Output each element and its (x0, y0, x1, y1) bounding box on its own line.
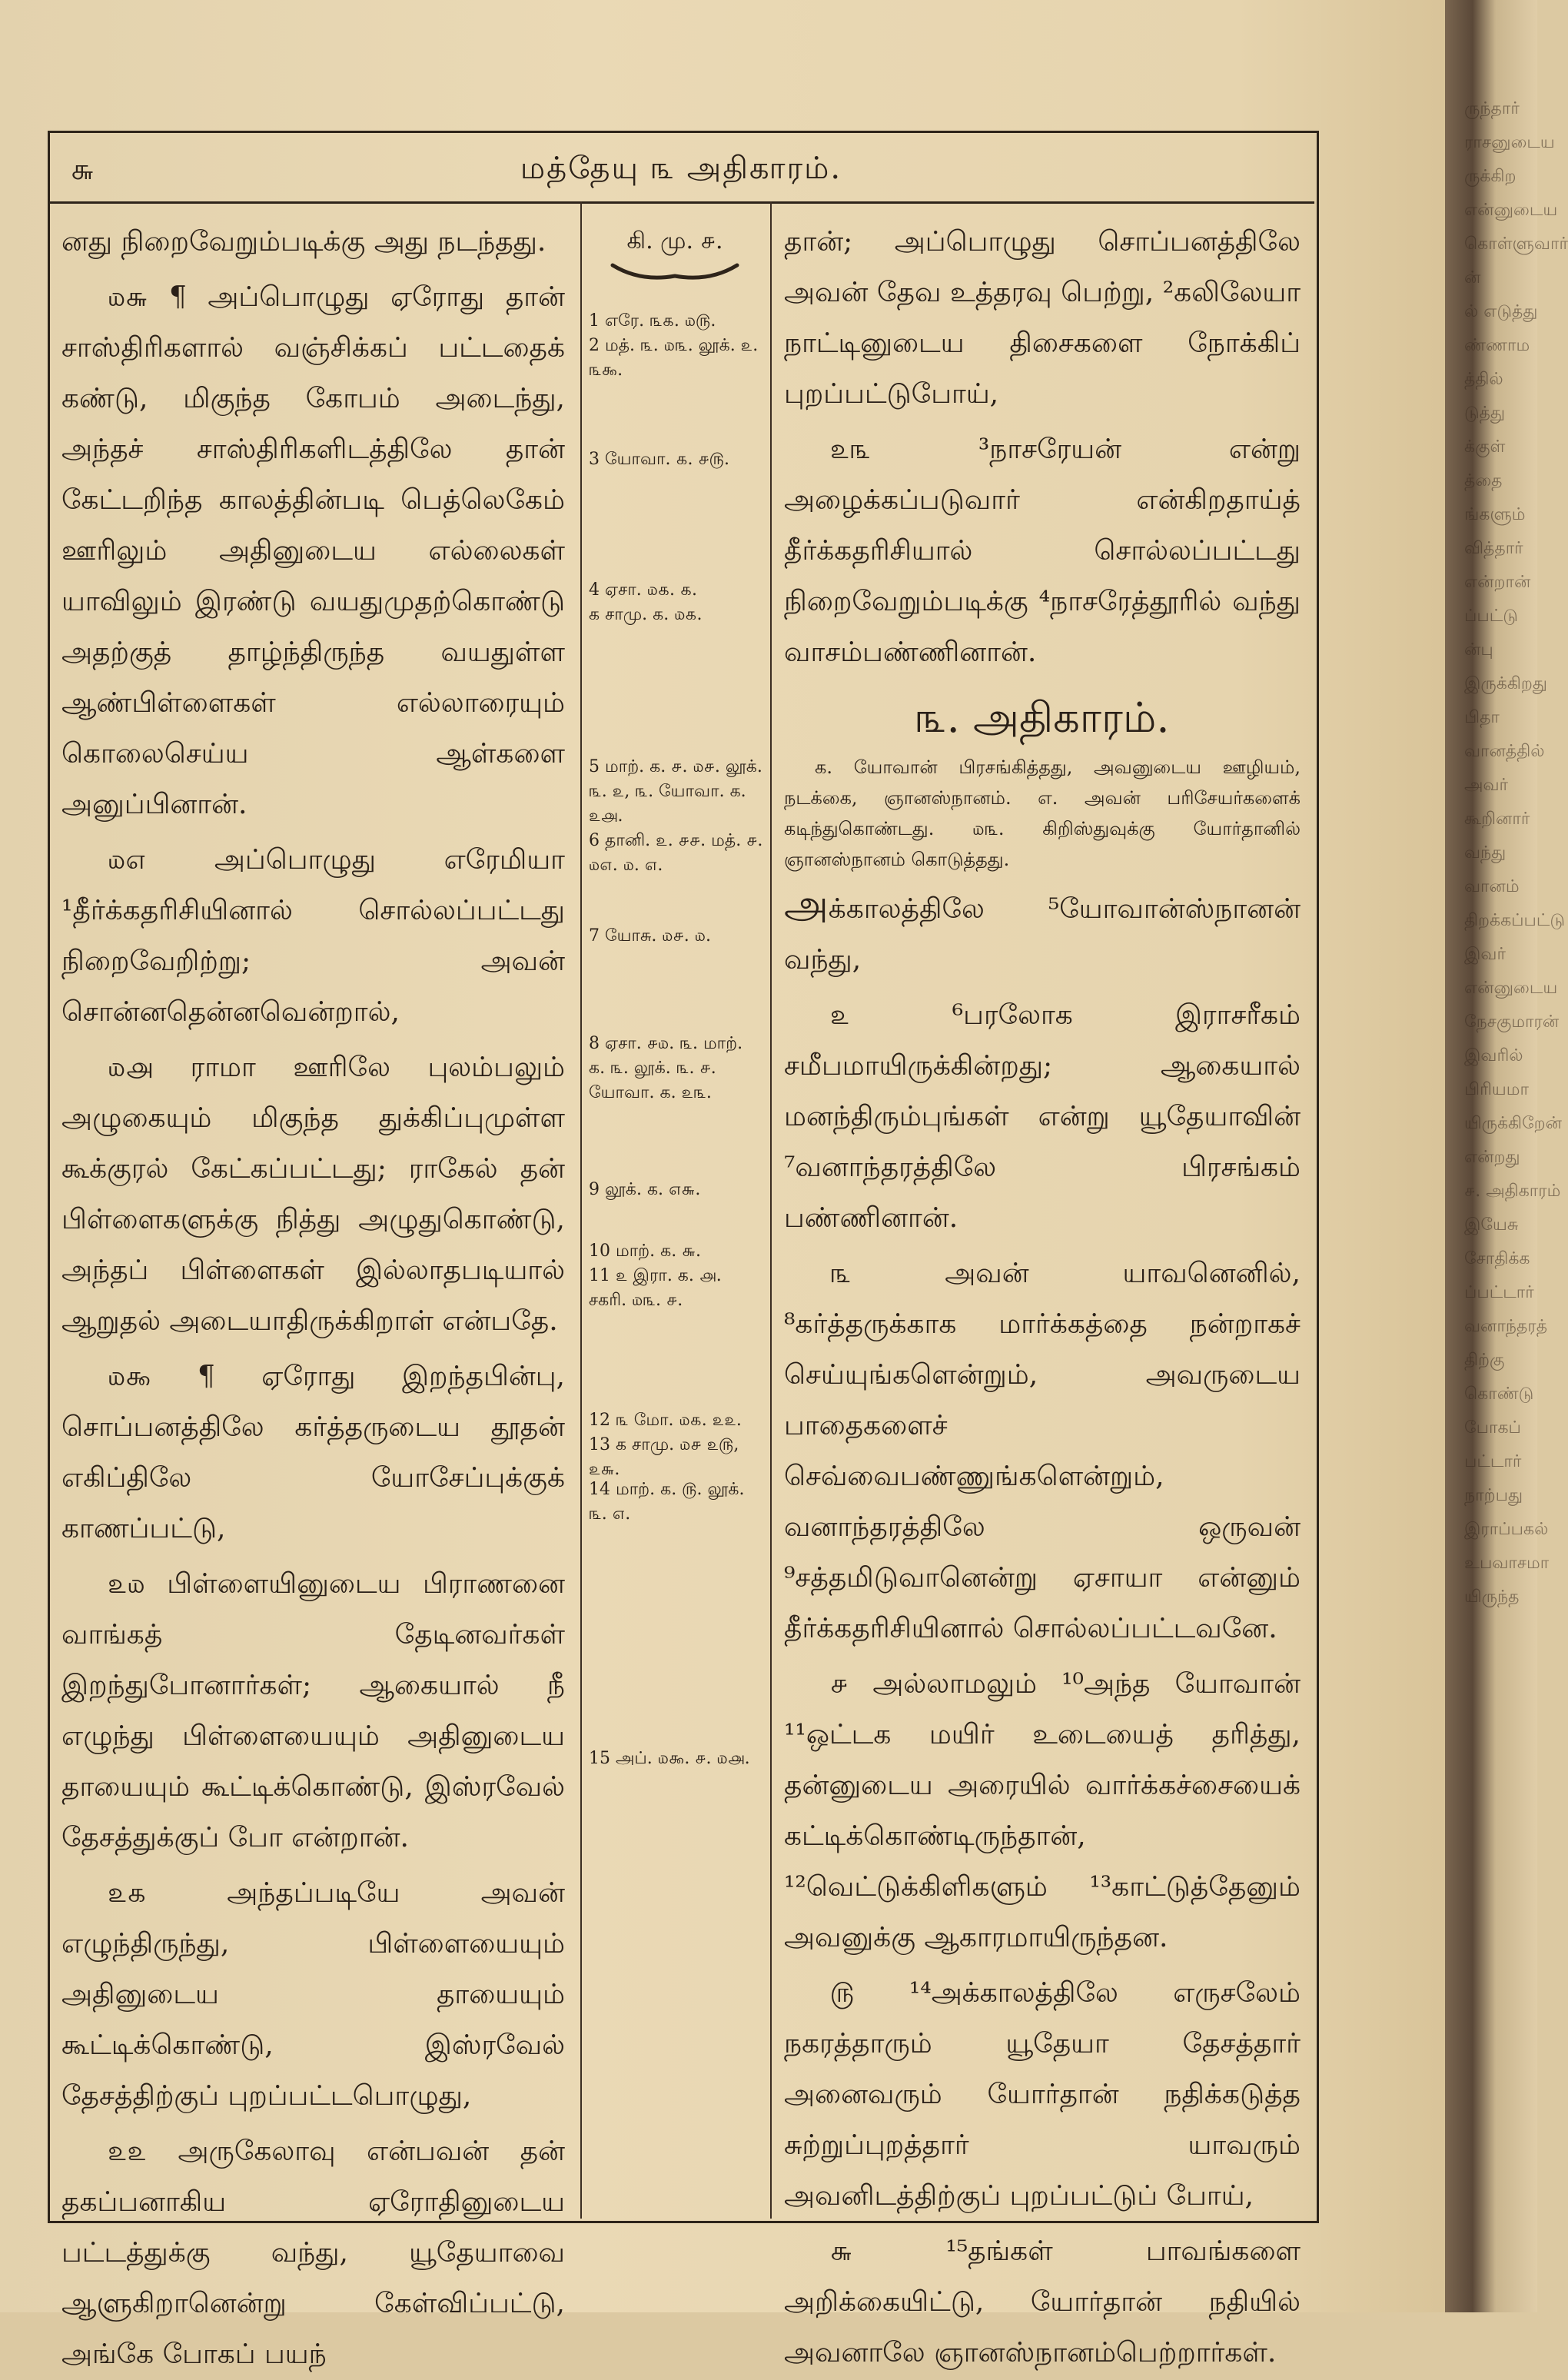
verse-paragraph (784, 1248, 1301, 1654)
facing-page-fragment: உபவாசமா (1464, 1554, 1550, 1573)
facing-page-fragment: யிருந்த (1464, 1587, 1520, 1607)
verse-text: ³நாசரேயன் என்று அழைக்கப்படுவார் என்கிறதாய்த் தீர்க்கதரிசியால் சொல்லப்பட்டது நிறைவேறும்படிக்கு ⁴நாசரேத்தூரில் வந்து வாசம்பண்ணினான். (784, 434, 1301, 668)
verse-paragraph (784, 879, 1301, 986)
verse-text: ¶ அப்பொழுது ஏரோது தான் சாஸ்திரிகளால் வஞ்சிக்கப் பட்டதைக் கண்டு, மிகுந்த கோபம் அடைந்து, அந்தச் சாஸ்திரிகளிடத்திலே தான் கேட்டறிந்த காலத்தின்படி பெத்லெகேம் ஊரிலும் அதினுடைய எல்லைகள் யாவிலும் இரண்டு வயதுமுதற்கொண்டு அதற்குத் தாழ்ந்திருந்த வயதுள்ள ஆண்பிள்ளைகள் எல்லாரையும் கொலைசெய்ய ஆள்களை அனுப்பினான். (61, 281, 566, 820)
left-text-column (61, 217, 566, 2370)
facing-page-fragment: இவரில் (1464, 1046, 1523, 1065)
cross-reference: 9 லூக். க. ௭௬. (589, 1180, 701, 1199)
facing-page-fragment: வானம் (1464, 877, 1520, 896)
cross-reference: 10 மாற். க. ௬. 11 ௨ இரா. க. ௮. சகரி. ௰௩. ௪. (589, 1242, 722, 1310)
facing-page-fragment: பிரியமா (1464, 1080, 1529, 1099)
verse-text: க்காலத்திலே ⁵யோவான்ஸ்நானன் வந்து, (784, 893, 1301, 976)
verse-text: அந்தப்படியே அவன் எழுந்திருந்து, பிள்ளையையும் அதினுடைய தாயையும் கூட்டிக்கொண்டு, இஸ்ரவேல் தேசத்திற்குப் புறப்பட்டபொழுது, (61, 1877, 566, 2112)
cross-reference-column (583, 217, 767, 2208)
facing-page-fragment: ௪. அதிகாரம் (1464, 1182, 1561, 1201)
facing-page-fragment: ண்ணாம (1464, 336, 1530, 355)
facing-page-fragment: பிதா (1464, 708, 1500, 727)
facing-page-fragment: ன் (1464, 268, 1481, 288)
facing-page-fragment: திறக்கப்பட்டு (1464, 911, 1566, 930)
facing-page-fragment: யிருக்கிறேன் (1464, 1114, 1562, 1133)
facing-page-fragment: க்குள் (1464, 437, 1506, 457)
verse-text: ⁶பரலோக இராசரீகம் சமீபமாயிருக்கின்றது; ஆகையால் மனந்திரும்புங்கள் என்று யூதேயாவின் ⁷வனாந்தரத்திலே பிரசங்கம் பண்ணினான். (784, 999, 1301, 1234)
facing-page-fragment: அவர் (1464, 776, 1508, 795)
verse-paragraph (61, 217, 565, 268)
facing-page-fragment: வித்தார் (1464, 539, 1523, 558)
facing-page-fragment: டுத்து (1464, 404, 1506, 423)
verse-paragraph (784, 2226, 1301, 2378)
verse-number: ௪ (830, 1668, 873, 1700)
verse-number: ௰௯ (108, 1361, 198, 1392)
facing-page-fragment: என்னுடைய (1464, 979, 1558, 998)
verse-text: னது நிறைவேறும்படிக்கு அது நடந்தது. (61, 226, 546, 258)
facing-page-fragment: திற்கு (1464, 1351, 1505, 1370)
facing-page-fragment: த்தில் (1464, 370, 1503, 389)
page-title: மத்தேயு ௩ அதிகாரம். (520, 151, 842, 186)
cross-reference: 12 ௩ மோ. ௰௧. ௨௨. 13 க சாமு. ௰௪ ௨௫, ௨௬. (589, 1411, 742, 1479)
facing-page-fragment: சோதிக்க (1464, 1249, 1530, 1268)
verse-text: பிள்ளையினுடைய பிராணனை வாங்கத் தேடினவர்கள் இறந்துபோனார்கள்; ஆகையால் நீ எழுந்து பிள்ளையையும் அதினுடைய தாயையும் கூட்டிக்கொண்டு, இஸ்ரவேல் தேசத்துக்குப் போ என்றான். (61, 1568, 565, 1853)
chapter-summary: க. யோவான் பிரசங்கித்தது, அவனுடைய ஊழியம், நடக்கை, ஞானஸ்நானம். எ. அவன் பரிசேயர்களைக் கடிந்துகொண்டது. ௰௩. கிறிஸ்துவுக்கு யோர்தானில் ஞானஸ்நானம் கொடுத்தது. (784, 756, 1301, 870)
verse-text: அப்பொழுது எரேமியா ¹தீர்க்கதரிசியினால் சொல்லப்பட்டது நிறைவேறிற்று; அவன் சொன்னதென்னவென்றால், (61, 844, 565, 1028)
verse-number: ௰௬ (108, 281, 169, 313)
facing-page-fragment: ன்பு (1464, 640, 1493, 660)
facing-page-fragment: கொள்ளுவார் (1464, 234, 1568, 254)
verse-number: ௨௰ (108, 1568, 168, 1600)
facing-page-edge (1464, 92, 1568, 2306)
facing-page-fragment: இயேசு (1464, 1215, 1519, 1235)
verse-paragraph (784, 990, 1301, 1244)
cross-reference: 7 யோசு. ௰௪. ௰. (589, 926, 711, 946)
column-rule-left (580, 201, 582, 2219)
facing-page-fragment: ப்பட்டார் (1464, 1283, 1534, 1302)
verse-text: அவன் யாவனெனில், ⁸கர்த்தருக்காக மார்க்கத்தை நன்றாகச் செய்யுங்களென்றும், அவருடைய பாதைகளைச் செவ்வைபண்ணுங்களென்றும், வனாந்தரத்திலே ஒருவன் ⁹சத்தமிடுவானென்று ஏசாயா என்னும் தீர்க்கதரிசியினால் சொல்லப்பட்டவனே. (784, 1258, 1301, 1644)
column-rule-right (770, 201, 772, 2219)
facing-page-fragment: பட்டார் (1464, 1452, 1522, 1471)
verse-paragraph (61, 2126, 565, 2380)
cross-reference: 14 மாற். க. ௫. லூக். ௩. ௭. (589, 1480, 745, 1524)
cross-reference: 8 ஏசா. ௪௰. ௩. மாற். க. ௩. லூக். ௩. ௪. யோவா. க. ௨௩. (589, 1034, 743, 1102)
right-text-column (784, 217, 1301, 2368)
verse-paragraph (61, 1868, 565, 2122)
verse-number: ௨ (830, 999, 952, 1031)
verse-number: ௨௩ (830, 434, 871, 465)
facing-page-fragment: என்னுடைய (1464, 201, 1558, 220)
verse-paragraph (784, 1968, 1301, 2222)
verse-number: ௨௨ (108, 2136, 178, 2167)
verse-text: ¹⁵தங்கள் பாவங்களை அறிக்கையிட்டு, யோர்தான் நதியில் அவனாலே ஞானஸ்நானம்பெற்றார்கள். (784, 2235, 1301, 2368)
reference-column-heading: கி. மு. ௪. (626, 228, 723, 254)
cross-reference: 1 எரே. ௩௧. ௰௫. 2 மத். ௩. ௰௩. லூக். ௨. ௩௯. (589, 311, 759, 380)
facing-page-fragment: வந்து (1464, 843, 1507, 863)
facing-page-fragment: ராசனுடைய (1464, 133, 1555, 152)
verse-paragraph (61, 1351, 565, 1554)
verse-23 (784, 424, 1301, 678)
chapter-verses (784, 879, 1301, 2378)
facing-page-fragment: ருக்கிற (1464, 167, 1517, 186)
verse-number: ௩ (830, 1258, 945, 1289)
verse-text: அருகேலாவு என்பவன் தன் தகப்பனாகிய ஏரோதினுடைய பட்டத்துக்கு வந்து, யூதேயாவை ஆளுகிறானென்று கேள்விப்பட்டு, அங்கே போகப் பயந் (61, 2136, 566, 2370)
verse-text: ராமா ஊரிலே புலம்பலும் அழுகையும் மிகுந்த துக்கிப்புமுள்ள கூக்குரல் கேட்கப்பட்டது; ராகேல் தன் பிள்ளைகளுக்கு நித்து அழுதுகொண்டு, அந்தப் பிள்ளைகள் இல்லாதபடியால் ஆறுதல் அடையாதிருக்கிறாள் என்பதே. (61, 1052, 565, 1337)
verse-paragraph (61, 1042, 565, 1347)
facing-page-fragment: என்றான் (1464, 573, 1531, 592)
drop-cap: அ (784, 882, 829, 928)
verse-number: ௰௮ (108, 1052, 191, 1083)
facing-page-fragment: கூறினார் (1464, 809, 1530, 829)
cross-reference: 5 மாற். க. ௪. ௰௪. லூக். ௩. ௨, ௩. யோவா. க. ௨௮. 6 தானி. ௨. ௪௪. மத். ௪. ௰௭. ௰. ௭. (589, 757, 763, 875)
ornament-swash (610, 262, 740, 284)
cross-reference: 15 அப். ௰௯. ௪. ௰௮. (589, 1749, 750, 1768)
cross-reference: 4 ஏசா. ௰௧. ௧. க சாமு. க. ௰௧. (589, 580, 703, 624)
facing-page-fragment: இவர் (1464, 945, 1506, 964)
verse-text: ¹⁴அக்காலத்திலே எருசலேம் நகரத்தாரும் யூதேயா தேசத்தார் அனைவரும் யோர்தான் நதிக்கடுத்த சுற்றுப்புறத்தார் யாவரும் அவனிடத்திற்குப் புறப்பட்டுப் போய், (784, 1977, 1301, 2212)
facing-page-fragment: ருந்தார் (1464, 99, 1520, 118)
verse-number: ௬ (830, 2235, 946, 2267)
verse-paragraph (784, 1659, 1301, 1963)
facing-page-fragment: இருக்கிறது (1464, 674, 1547, 693)
facing-page-fragment: என்றது (1464, 1148, 1520, 1167)
facing-page-fragment: கொண்டு (1464, 1384, 1534, 1404)
verse-number: ௰௭ (108, 844, 214, 876)
verse-text: ¶ ஏரோது இறந்தபின்பு, சொப்பனத்திலே கர்த்தருடைய தூதன் எகிப்திலே யோசேப்புக்குக் காணப்பட்டு, (61, 1361, 565, 1544)
facing-page-fragment: இராப்பகல் (1464, 1520, 1549, 1539)
verse-number: ௨௧ (108, 1877, 228, 1909)
facing-page-fragment: நாற்பது (1464, 1486, 1523, 1505)
facing-page-fragment: ங்களும் (1464, 505, 1526, 524)
cross-reference: 3 யோவா. ௧. ௪௫. (589, 450, 730, 469)
page-number: ௬ (71, 152, 95, 186)
verse-text: அல்லாமலும் ¹⁰அந்த யோவான் ¹¹ஒட்டக மயிர் உடையைத் தரித்து, தன்னுடைய அரையில் வார்க்கச்சையைக் கட்டிக்கொண்டிருந்தான், ¹²வெட்டுக்கிளிகளும் ¹³காட்டுத்தேனும் அவனுக்கு ஆகாரமாயிருந்தன. (784, 1668, 1301, 1953)
facing-page-fragment: வனாந்தரத் (1464, 1317, 1548, 1336)
verse-continuation: தான்; அப்பொழுது சொப்பனத்திலே அவன் தேவ உத்தரவு பெற்று, ²கலிலேயா நாட்டினுடைய திசைகளை நோக்கிப் புறப்பட்டுபோய், (784, 226, 1301, 410)
running-header (48, 131, 1314, 204)
facing-page-fragment: போகப் (1464, 1418, 1521, 1438)
chapter-heading: ௩. அதிகாரம். (915, 693, 1170, 742)
facing-page-fragment: ல் எடுத்து (1464, 302, 1538, 321)
facing-page-fragment: ப்பட்டு (1464, 607, 1518, 626)
verse-paragraph (61, 1559, 565, 1863)
verse-paragraph (61, 835, 565, 1038)
verse-number: ௫ (830, 1977, 909, 2009)
facing-page-fragment: வானத்தில் (1464, 742, 1545, 761)
verse-paragraph (61, 272, 565, 830)
facing-page-fragment: நேசகுமாரன் (1464, 1012, 1560, 1032)
facing-page-fragment: த்தை (1464, 471, 1503, 490)
